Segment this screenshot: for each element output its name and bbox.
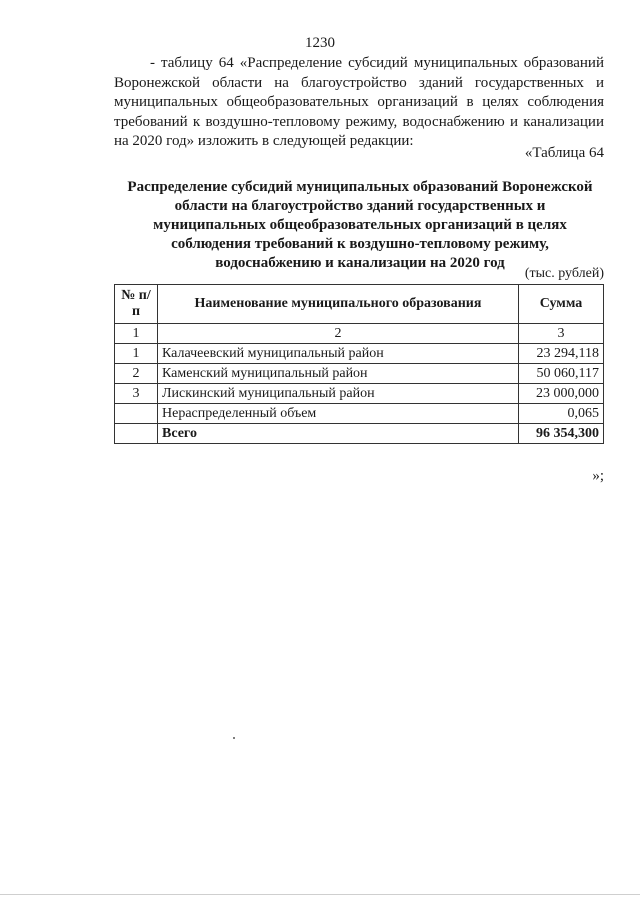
subsidies-table bbox=[114, 284, 604, 444]
table-total-row bbox=[115, 424, 604, 444]
row-num-cell: 2 bbox=[115, 364, 158, 384]
row-sum-cell: 23 294,118 bbox=[519, 344, 604, 364]
row-name-cell: Калачеевский муниципальный район bbox=[158, 344, 519, 364]
row-sum-cell: 23 000,000 bbox=[519, 384, 604, 404]
index-cell: 3 bbox=[519, 324, 604, 344]
row-num-cell bbox=[115, 404, 158, 424]
units-label: (тыс. рублей) bbox=[524, 266, 604, 281]
scan-speck bbox=[233, 737, 235, 739]
table-row bbox=[115, 344, 604, 364]
row-name-cell: Нераспределенный объем bbox=[158, 404, 519, 424]
table-index-row bbox=[115, 324, 604, 344]
table-caption: «Таблица 64 bbox=[524, 145, 604, 161]
row-num-cell: 3 bbox=[115, 384, 158, 404]
header-sum: Сумма bbox=[519, 285, 604, 324]
row-name-cell: Каменский муниципальный район bbox=[158, 364, 519, 384]
table-row bbox=[115, 384, 604, 404]
index-cell: 1 bbox=[115, 324, 158, 344]
total-num-cell bbox=[115, 424, 158, 444]
header-name: Наименование муниципального образования bbox=[158, 285, 519, 324]
row-sum-cell: 50 060,117 bbox=[519, 364, 604, 384]
page-number: 1230 bbox=[305, 35, 335, 51]
header-num: № п/п bbox=[115, 285, 158, 324]
row-name-cell: Лискинский муниципальный район bbox=[158, 384, 519, 404]
intro-paragraph: - таблицу 64 «Распределение субсидий муниципальных образований Воронежской области на благоустройство зданий государственных и муниципальных общеобразовательных организаций в целях соблюдения требований к воздушно-тепловому режиму, водоснабжению и канализации на 2020 год» изложить в следующей редакции: bbox=[114, 55, 604, 149]
total-sum-cell: 96 354,300 bbox=[519, 424, 604, 444]
index-cell: 2 bbox=[158, 324, 519, 344]
total-name-cell: Всего bbox=[158, 424, 519, 444]
row-sum-cell: 0,065 bbox=[519, 404, 604, 424]
table-row bbox=[115, 364, 604, 384]
closing-quote-mark: »; bbox=[592, 468, 604, 484]
table-header-row bbox=[115, 285, 604, 324]
page-bottom-edge bbox=[0, 894, 640, 895]
table-title: Распределение субсидий муниципальных образований Воронежской области на благоустройство зданий государственных и муниципальных общеобразовательных организаций в целях соблюдения требований к воздушно-тепловому режиму, водоснабжению и канализации на 2020 год bbox=[127, 179, 593, 271]
table-row bbox=[115, 404, 604, 424]
row-num-cell: 1 bbox=[115, 344, 158, 364]
